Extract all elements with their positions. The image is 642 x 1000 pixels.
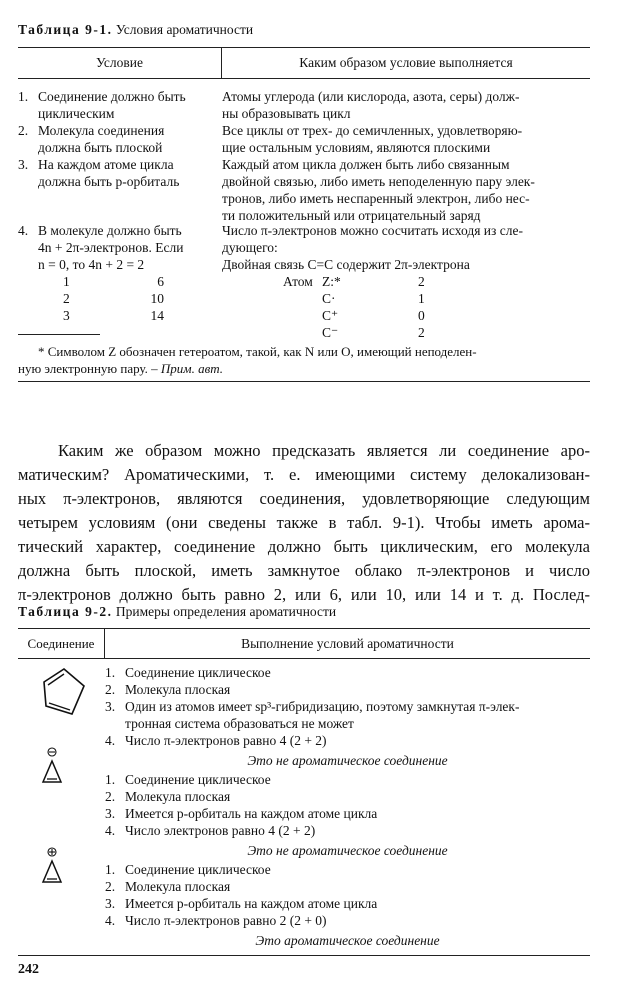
item-number: 4. [105,823,116,838]
n-value: 3 [63,308,70,323]
cyclopentadiene-structure-icon [38,664,88,720]
condition-item: Молекула плоская [125,682,231,697]
item-number: 3. [105,806,116,821]
atom-electron-count: 1 [418,291,425,306]
table2-bottom-rule [18,955,590,956]
atom-symbol: C⁻ [322,325,339,340]
footnote-line-2 [18,361,223,377]
atom-symbol: C⁺ [322,308,339,323]
item-number: 1. [105,862,116,877]
body-paragraph [18,439,590,607]
row-number: 4. [18,223,29,238]
item-number: 1. [105,772,116,787]
condition-item: Молекула плоская [125,789,231,804]
verdict: Это не ароматическое соединение [247,843,448,858]
table2-header-rule [18,658,590,659]
condition-line: В молекуле должно быть [38,223,182,238]
condition-item: Число π-электронов равно 2 (2 + 0) [125,913,327,928]
table1-header-how: Каким образом условие выполняется [299,55,513,70]
footnote-line-1: * Символом Z обозначен гетероатом, такой, как N или O, имеющий неподелен- [38,344,477,359]
paragraph-line: Каким же образом можно предсказать является ли соединение аро- [58,441,590,460]
table2-header-compound: Соединение [27,636,95,651]
item-number: 1. [105,665,116,680]
page-number: 242 [18,962,39,977]
explanation-line: ти положительный или отрицательный заряд [222,208,481,223]
atom-symbol: Z:* [322,274,341,289]
caption-title: Примеры определения ароматичности [115,604,337,619]
caption-label: Таблица 9-2. [18,604,113,619]
caption-label: Таблица 9-1. [18,22,113,37]
condition-line: 4n + 2π-электронов. Если [38,240,184,255]
explanation-line: двойной связью, либо иметь неподеленную пару элек- [222,174,535,189]
condition-line: n = 0, то 4n + 2 = 2 [38,257,145,272]
condition-item: Имеется p-орбиталь на каждом атоме цикла [125,896,378,911]
table1-header-rule [18,78,590,79]
atom-electron-count: 0 [418,308,425,323]
electron-count: 6 [157,274,164,289]
item-number: 2. [105,879,116,894]
n-value: 2 [63,291,70,306]
item-number: 3. [105,699,116,714]
table1-caption [18,22,253,38]
row-number: 1. [18,89,29,104]
explanation-line: тронов, либо иметь неспаренный электрон, либо нес- [222,191,530,206]
table2-header-conditions: Выполнение условий ароматичности [241,636,454,651]
condition-item: Один из атомов имеет sp³-гибридизацию, поэтому замкнутая π-элек- [125,699,520,714]
condition-line: должна быть p-орбиталь [38,174,180,189]
table2-caption [18,604,336,620]
item-number: 4. [105,913,116,928]
condition-item: Соединение циклическое [125,772,271,787]
explanation-line: Все циклы от трех- до семичленных, удовлетворяю- [222,123,523,138]
condition-item: Число электронов равно 4 (2 + 2) [125,823,316,838]
condition-item: Соединение циклическое [125,665,271,680]
paragraph-line: четырем условиям (они сведены также в табл. 9-1). Чтобы иметь арома- [18,513,590,532]
cyclopropenyl-anion-structure-icon [40,745,64,785]
n-value: 1 [63,274,70,289]
verdict: Это ароматическое соединение [255,933,440,948]
explanation-line: Число π-электронов можно сосчитать исходя из сле- [222,223,523,238]
condition-line: Молекула соединения [38,123,165,138]
explanation-line: щие остальным условиям, являются плоскими [222,140,491,155]
electron-count: 14 [150,308,164,323]
explanation-line: дующего: [222,240,278,255]
item-number: 2. [105,682,116,697]
footnote-rule [18,334,100,335]
paragraph-line: тический характер, соединение должно быть циклическим, его молекула [18,537,590,556]
explanation-line: Атомы углерода (или кислорода, азота, серы) долж- [222,89,520,104]
item-number: 3. [105,896,116,911]
condition-item: Молекула плоская [125,879,231,894]
cyclopropenyl-cation-structure-icon [40,845,64,885]
atom-electron-count: 2 [418,274,425,289]
explanation-line: Каждый атом цикла должен быть либо связанным [222,157,510,172]
row-number: 2. [18,123,29,138]
verdict: Это не ароматическое соединение [247,753,448,768]
row-number: 3. [18,157,29,172]
item-number: 2. [105,789,116,804]
condition-item: Число π-электронов равно 4 (2 + 2) [125,733,327,748]
item-number: 4. [105,733,116,748]
atom-symbol: C· [322,291,336,306]
explanation-line: Двойная связь C=C содержит 2π-электрона [222,257,470,272]
table1-top-rule [18,47,590,48]
paragraph-line: ных π-электронов, являются соединения, удовлетворяющие следующим [18,489,590,508]
condition-item: Соединение циклическое [125,862,271,877]
condition-line: циклическим [38,106,115,121]
condition-item: Имеется p-орбиталь на каждом атоме цикла [125,806,378,821]
paragraph-line: должна быть плоской, иметь замкнутое облако π-электронов и число [18,561,590,580]
paragraph-line: матическим? Ароматическими, т. е. имеющими систему делокализован- [18,465,590,484]
electron-count: 10 [150,291,164,306]
footnote-note: Прим. авт. [160,361,224,376]
condition-line: Соединение должно быть [38,89,186,104]
footnote-text: ную электронную пару. – [18,361,158,376]
paragraph-line: π-электронов должно быть равно 2, или 6, или 10, или 14 и т. д. Послед- [18,585,590,604]
condition-line: должна быть плоской [38,140,163,155]
caption-title: Условия ароматичности [115,22,254,37]
condition-item: тронная система образоваться не может [125,716,354,731]
condition-line: На каждом атоме цикла [38,157,174,172]
table1-header-condition: Условие [95,55,143,70]
explanation-line: ны образовывать цикл [222,106,351,121]
table1-bottom-rule [18,381,590,382]
atom-electron-count: 2 [418,325,425,340]
atom-label: Атом [283,274,313,289]
